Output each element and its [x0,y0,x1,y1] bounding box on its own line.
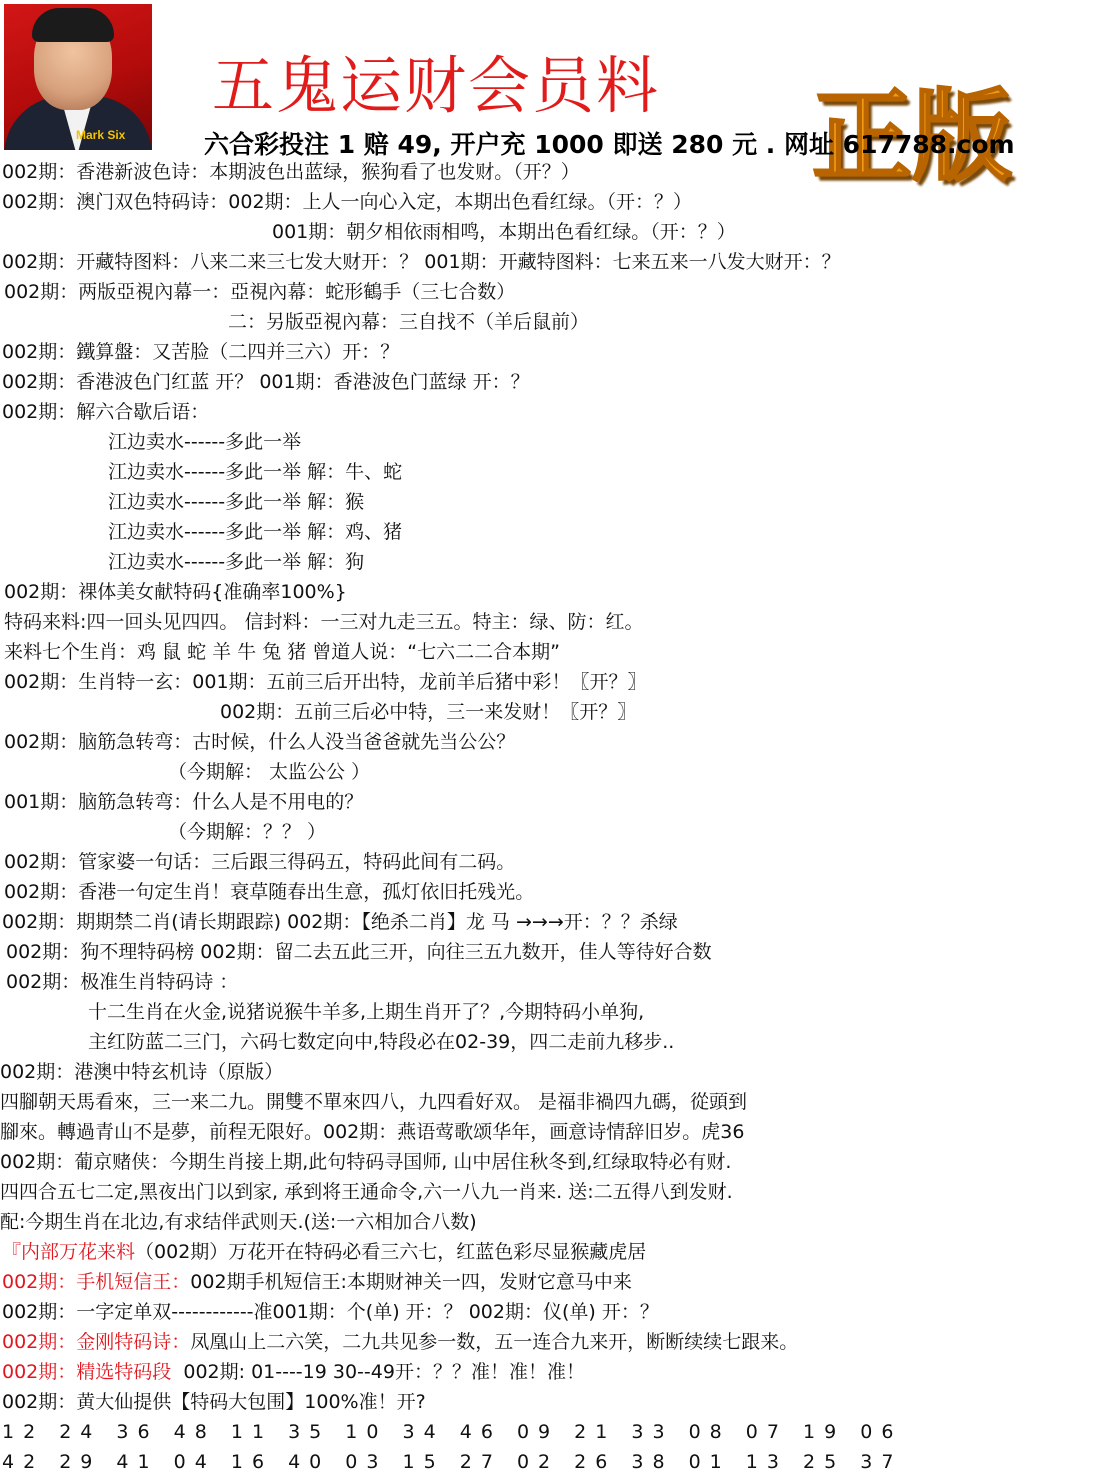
text-line: 002期：两版亞視內幕一：亞視內幕：蛇形鶴手（三七合数） [4,281,516,303]
text-line: 江边卖水------多此一举 解：鸡、猪 [108,521,403,543]
text-line: 002期：鐵算盤：又苦脸（二四并三六）开：？ [2,341,400,363]
red-label: 『内部万花来料 [2,1241,136,1263]
text-line: 江边卖水------多此一举 解：牛、蛇 [108,461,403,483]
text-line: 001期：脑筋急转弯：什么人是不用电的？ [4,791,364,813]
text-line: 江边卖水------多此一举 [108,431,302,453]
text-line: 002期：金刚特码诗：凤凰山上二六笑，二九共见参一数，五一连合九来开，断断续续七跟来。 [2,1331,799,1353]
text-line: 002期：狗不理特码榜 002期：留二去五此三开，向往三五九数开，佳人等待好合数 [6,941,712,963]
text-line: 002期：香港波色门红蓝 开？ 001期：香港波色门蓝绿 开：？ [2,371,530,393]
text-line: 002期：黄大仙提供【特码大包围】100%准！开? [2,1391,426,1413]
text-line: （今期解： 太监公公 ） [168,761,371,783]
text-line: 002期：港澳中特玄机诗（原版） [0,1061,284,1083]
text-line: 002期：精选特码段 002期: 01----19 30--49开：？？准！准！准！ [2,1361,585,1383]
text-line: 二：另版亞視內幕：三自找不（羊后鼠前） [228,311,590,333]
text-line: 002期：香港新波色诗：本期波色出蓝绿，猴狗看了也发财。（开？） [2,161,580,183]
red-label: 002期：手机短信王： [2,1271,191,1293]
text-line: 002期：脑筋急转弯：古时候，什么人没当爸爸就先当公公？ [4,731,516,753]
text-line: 江边卖水------多此一举 解：猴 [108,491,365,513]
portrait-photo [4,4,152,150]
number-row: 12 24 36 48 11 35 10 34 46 09 21 33 08 07 19 06 [2,1421,903,1443]
text-line: 002期：解六合歇后语： [2,401,210,423]
text-line: 002期：五前三后必中特，三一来发财！〖开？〗 [220,701,637,723]
page-title: 五鬼运财会员料 [212,49,661,122]
text-line: 002期：开藏特图料：八来二来三七发大财开：？ 001期：开藏特图料：七来五来一八发大财开：？ [2,251,841,273]
text-line: （今期解：？？ ） [168,821,327,843]
number-row: 42 29 41 04 16 40 03 15 27 02 26 38 01 13 25 37 [2,1451,903,1473]
text-line: 002期：手机短信王：002期手机短信王:本期财神关一四，发财它意马中来 [2,1271,632,1293]
text-line: 十二生肖在火金,说猪说猴牛羊多,上期生肖开了？,今期特码小单狗, [88,1001,645,1023]
red-label: 002期：金刚特码诗： [2,1331,191,1353]
text-line: 来料七个生肖：鸡 鼠 蛇 羊 牛 兔 猪 曾道人说：“七六二二合本期” [4,641,560,663]
genuine-stamp: 正版 [812,78,1012,195]
text-line: 002期：一字定单双------------准001期：个(单) 开：？ 002期：仪(单) 开：？ [2,1301,659,1323]
mark-six-logo: Mark Six [76,128,126,142]
text-line: 特码来料:四一回头见四四。 信封料：一三对九走三五。特主：绿、防：红。 [4,611,644,633]
text-line: 002期：裸体美女献特码{准确率100%} [4,581,347,603]
text-line: 002期：管家婆一句话：三后跟三得码五，特码此间有二码。 [4,851,516,873]
text-line: 配:今期生肖在北边,有求结伴武则天.(送:一六相加合八数) [0,1211,477,1233]
text-line: 江边卖水------多此一举 解：狗 [108,551,365,573]
text-line: 四腳朝天馬看來，三一来二九。開雙不單來四八，九四看好双。 是福非禍四九碼，從頭到 [0,1091,748,1113]
red-label: 002期：精选特码段 [2,1361,172,1383]
text-line: 002期：葡京赌侠：今期生肖接上期,此句特码寻国师, 山中居住秋冬到,红绿取特必有财. [0,1151,732,1173]
text-line: 腳來。轉過青山不是夢，前程无限好。002期：燕语莺歌颂华年，画意诗情辞旧岁。虎36 [0,1121,745,1143]
promo-banner: 六合彩投注 1 赔 49, 开户充 1000 即送 280 元 . 网址 617788.com [204,130,1015,159]
text-line: 002期：生肖特一玄：001期：五前三后开出特，龙前羊后猪中彩！〖开？〗 [4,671,647,693]
text-line: 四四合五七二定,黑夜出门以到家, 承到将王通命令,六一八九一肖来. 送:二五得八到发财. [0,1181,733,1203]
text-line: 001期：朝夕相依雨相鸣，本期出色看红绿。（开：？） [272,221,736,243]
text-line: 主红防蓝二三门，六码七数定向中,特段必在02-39，四二走前九移步.. [88,1031,675,1053]
text-line: 『内部万花来料（002期）万花开在特码必看三六七，红蓝色彩尽显猴藏虎居 [2,1241,647,1263]
text-line: 002期：澳门双色特码诗：002期：上人一向心入定，本期出色看红绿。（开：？） [2,191,693,213]
text-line: 002期：期期禁二肖(请长期跟踪) 002期：【绝杀二肖】龙 马 →→→开：？？杀绿 [2,911,678,933]
text-line: 002期：香港一句定生肖！衰草随春出生意，孤灯依旧托残光。 [4,881,535,903]
text-line: 002期：极准生肖特码诗 ： [6,971,239,993]
